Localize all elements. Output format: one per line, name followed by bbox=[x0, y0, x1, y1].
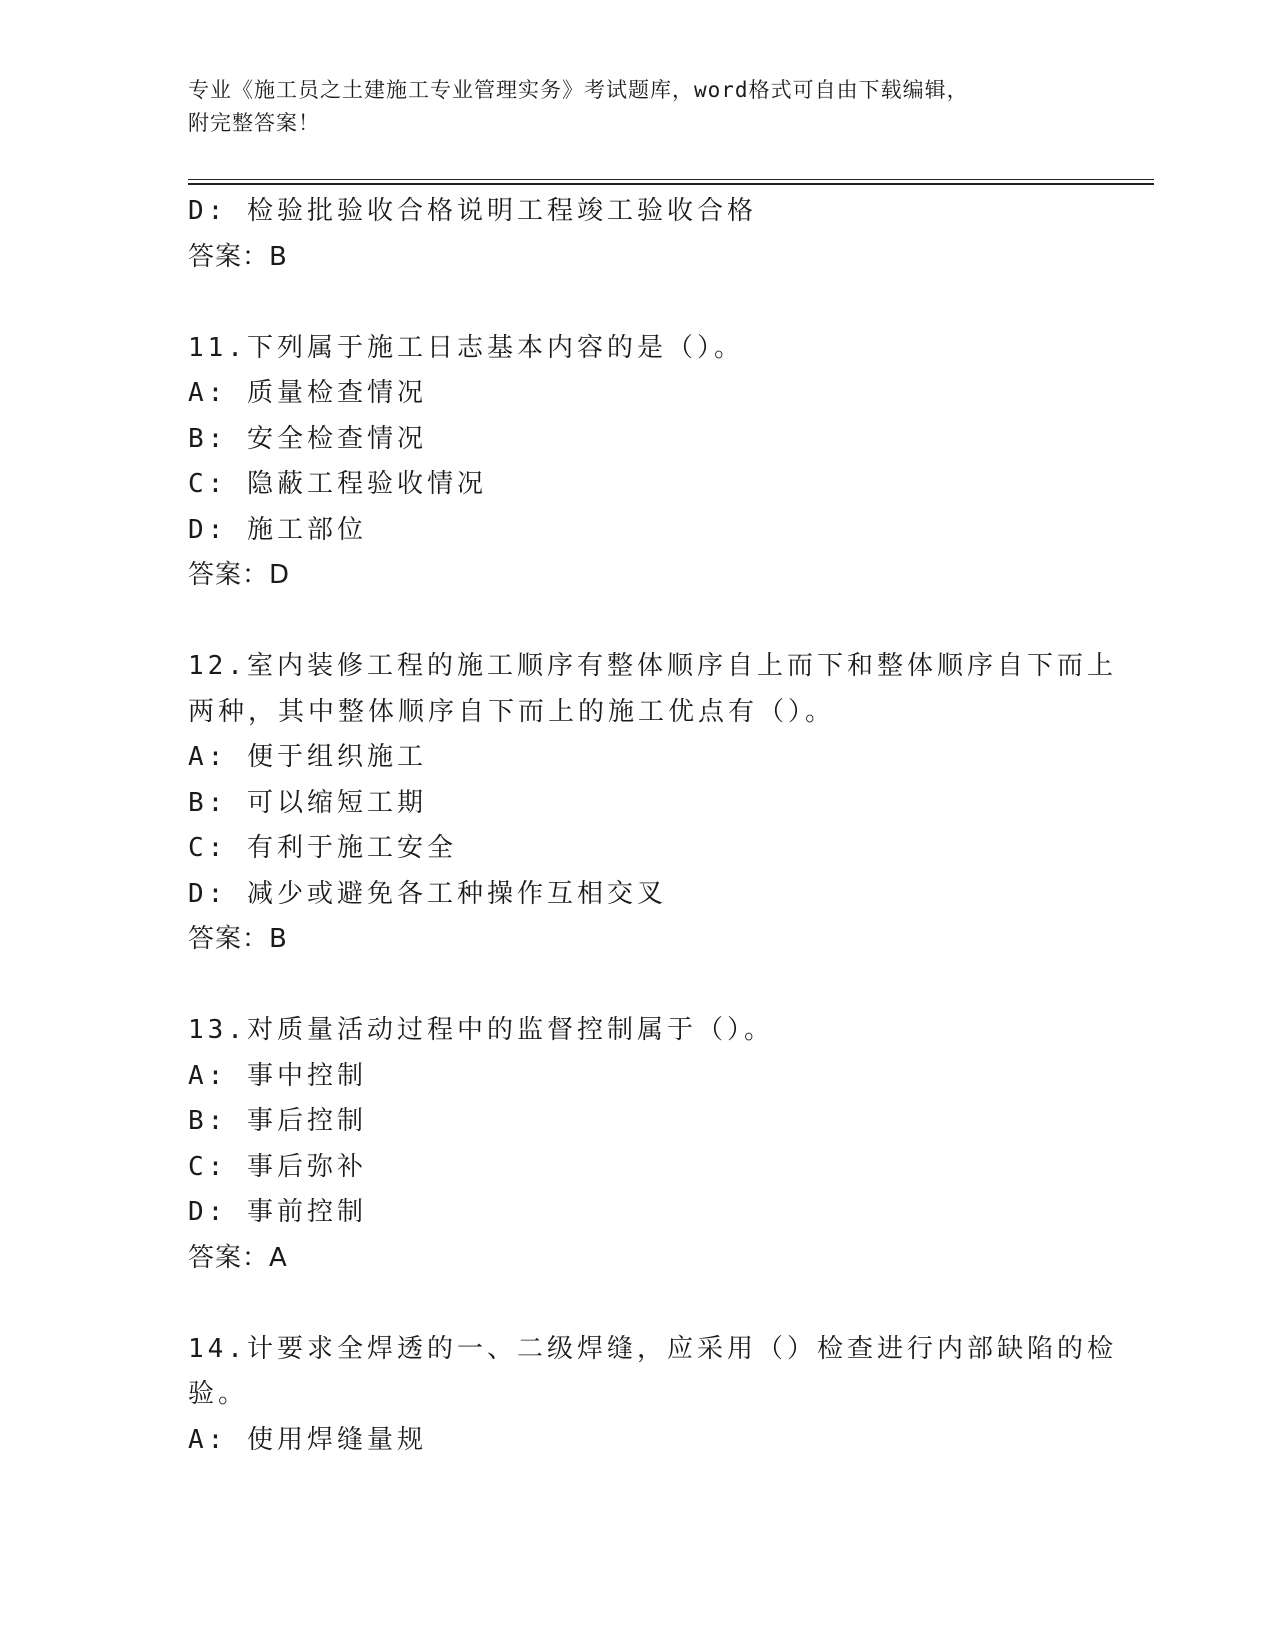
option-a: A: 便于组织施工 bbox=[188, 742, 427, 772]
question-stem: 11.下列属于施工日志基本内容的是（）。 bbox=[188, 332, 744, 363]
option-d: D: 减少或避免各工种操作互相交叉 bbox=[188, 878, 667, 909]
option-b: B: 事后控制 bbox=[188, 1106, 367, 1136]
previous-question-tail bbox=[188, 189, 1088, 280]
option-b: B: 安全检查情况 bbox=[188, 423, 427, 454]
option-d: D: 事前控制 bbox=[188, 1197, 367, 1227]
question-14 bbox=[188, 1327, 1117, 1464]
option-b: B: 可以缩短工期 bbox=[188, 787, 427, 818]
answer-label: 答案： bbox=[188, 560, 270, 590]
question-11 bbox=[188, 326, 1088, 599]
question-13 bbox=[188, 1008, 1088, 1281]
option-a: A: 质量检查情况 bbox=[188, 378, 427, 408]
option-d: D: 检验批验收合格说明工程竣工验收合格 bbox=[188, 196, 757, 226]
header-line-2: 附完整答案！ bbox=[188, 111, 320, 135]
header-divider-thin bbox=[188, 179, 1154, 180]
question-stem: 13.对质量活动过程中的监督控制属于（）。 bbox=[188, 1015, 774, 1045]
question-12 bbox=[188, 644, 1117, 963]
answer-label: 答案： bbox=[188, 1242, 270, 1273]
answer-value: A bbox=[269, 1242, 288, 1273]
option-a: A: 事中控制 bbox=[188, 1060, 367, 1091]
question-stem-line-1: 12.室内装修工程的施工顺序有整体顺序自上而下和整体顺序自下而上 bbox=[188, 651, 1117, 681]
option-a: A: 使用焊缝量规 bbox=[188, 1424, 427, 1455]
answer-value: B bbox=[269, 924, 288, 954]
option-c: C: 事后弥补 bbox=[188, 1151, 367, 1182]
answer-line bbox=[188, 235, 1088, 281]
question-list bbox=[188, 189, 1117, 1463]
answer-line bbox=[188, 1236, 1088, 1282]
document-header bbox=[188, 74, 1088, 140]
answer-label: 答案： bbox=[188, 924, 270, 954]
answer-value: B bbox=[269, 241, 288, 272]
answer-label: 答案： bbox=[188, 241, 270, 272]
answer-line bbox=[188, 553, 1088, 599]
option-d: D: 施工部位 bbox=[188, 514, 367, 545]
header-divider-thick bbox=[188, 183, 1154, 185]
answer-value: D bbox=[269, 560, 291, 590]
answer-line bbox=[188, 917, 1088, 963]
option-c: C: 隐蔽工程验收情况 bbox=[188, 469, 487, 499]
question-stem-line-2: 两种，其中整体顺序自下而上的施工优点有（）。 bbox=[188, 696, 836, 727]
question-stem-line-2: 验。 bbox=[188, 1379, 249, 1409]
header-line-1: 专业《施工员之土建施工专业管理实务》考试题库，word格式可自由下载编辑， bbox=[188, 78, 969, 102]
option-c: C: 有利于施工安全 bbox=[188, 833, 457, 863]
question-stem-line-1: 14.计要求全焊透的一、二级焊缝，应采用（）检查进行内部缺陷的检 bbox=[188, 1333, 1117, 1364]
